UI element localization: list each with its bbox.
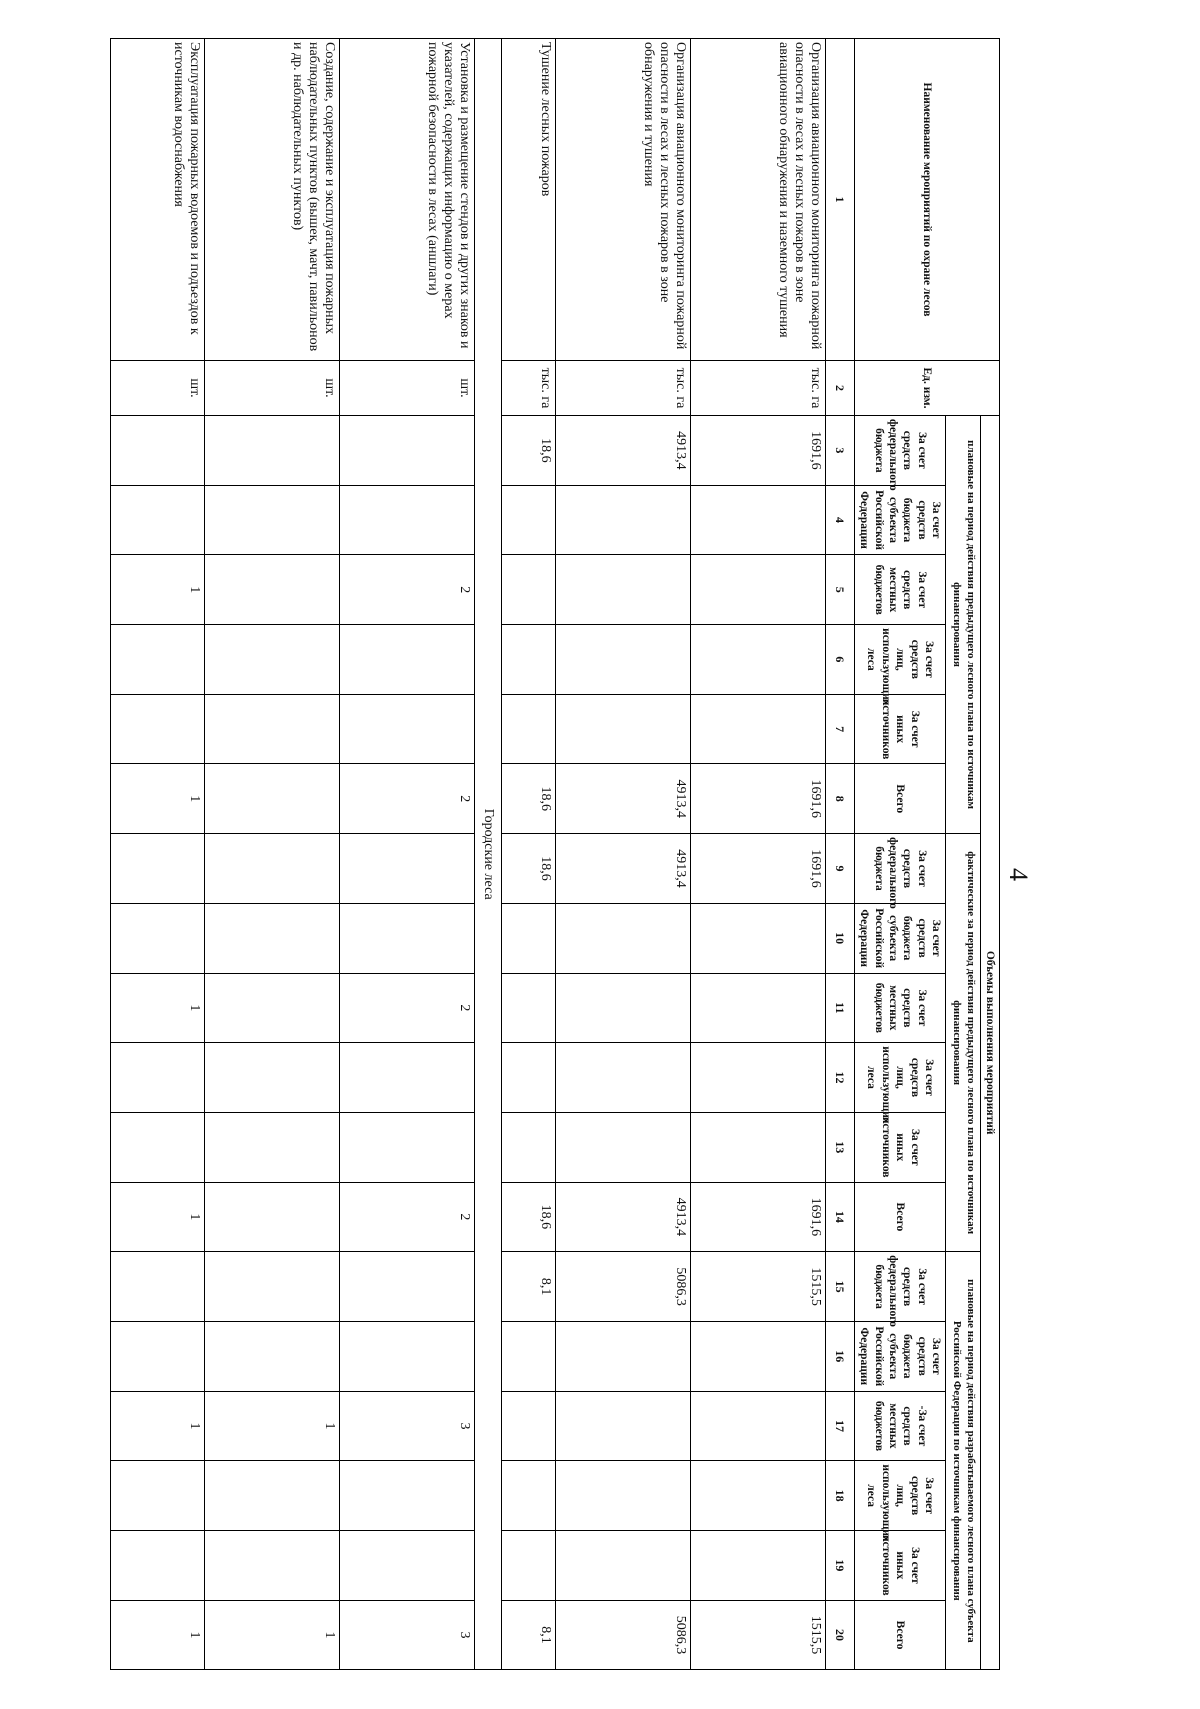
header-source-federal: За счет средств федерального бюджета xyxy=(854,834,945,904)
value-cell: 2 xyxy=(340,1182,475,1252)
unit-cell: шт. xyxy=(205,361,340,416)
value-cell: 4913,4 xyxy=(555,416,690,486)
value-cell xyxy=(340,1112,475,1182)
value-cell xyxy=(690,1112,825,1182)
value-cell xyxy=(690,1321,825,1391)
page-number: 4 xyxy=(1004,868,1033,881)
value-cell: 1 xyxy=(111,1182,205,1252)
unit-cell: тыс. га xyxy=(502,361,555,416)
value-cell xyxy=(205,973,340,1043)
column-number: 14 xyxy=(825,1182,854,1252)
value-cell xyxy=(205,485,340,555)
unit-cell: шт. xyxy=(111,361,205,416)
header-name: Наименование мероприятий по охране лесов xyxy=(854,39,999,361)
value-cell: 18,6 xyxy=(502,764,555,834)
section-title-city-forests: Городские леса xyxy=(475,39,502,1670)
column-number: 16 xyxy=(825,1321,854,1391)
value-cell xyxy=(111,1043,205,1113)
value-cell xyxy=(340,694,475,764)
value-cell xyxy=(502,1531,555,1601)
column-number: 10 xyxy=(825,903,854,973)
value-cell: 1691,6 xyxy=(690,1182,825,1252)
activity-name: Установка и размещение стендов и других знаков и указателей, содержащих информацию о мерах пожарной безопасности в лесах (аншлаги) xyxy=(340,39,475,361)
value-cell xyxy=(205,1321,340,1391)
value-cell xyxy=(502,1391,555,1461)
value-cell xyxy=(205,1112,340,1182)
value-cell xyxy=(555,694,690,764)
value-cell xyxy=(502,1461,555,1531)
value-cell xyxy=(690,485,825,555)
header-source-local: -За счет средств местных бюджетов xyxy=(854,1391,945,1461)
column-number: 3 xyxy=(825,416,854,486)
value-cell xyxy=(205,1182,340,1252)
value-cell xyxy=(111,625,205,695)
unit-cell: тыс. га xyxy=(555,361,690,416)
header-source-local: За счет средств местных бюджетов xyxy=(854,555,945,625)
column-number: 19 xyxy=(825,1531,854,1601)
value-cell xyxy=(555,1391,690,1461)
header-source-subject: За счет средств бюджета субъекта Российской Федерации xyxy=(854,485,945,555)
value-cell xyxy=(690,973,825,1043)
value-cell: 1515,5 xyxy=(690,1252,825,1322)
column-number: 12 xyxy=(825,1043,854,1113)
column-number: 8 xyxy=(825,764,854,834)
value-cell xyxy=(205,625,340,695)
column-number: 7 xyxy=(825,694,854,764)
value-cell xyxy=(340,416,475,486)
header-group-planned-new: плановые на период действия разрабатываемого лесного плана субъекта Российской Федерации по источникам финансирования xyxy=(946,1252,981,1670)
column-number: 11 xyxy=(825,973,854,1043)
header-source-other: За счет иных источников xyxy=(854,1531,945,1601)
value-cell: 1 xyxy=(205,1600,340,1670)
value-cell: 1 xyxy=(111,555,205,625)
value-cell xyxy=(502,485,555,555)
value-cell xyxy=(555,903,690,973)
value-cell xyxy=(205,764,340,834)
value-cell xyxy=(502,1043,555,1113)
value-cell xyxy=(555,625,690,695)
column-number: 5 xyxy=(825,555,854,625)
header-group-planned-previous: плановые на период действия предыдущего лесного плана по источникам финансирования xyxy=(946,416,981,834)
value-cell: 1691,6 xyxy=(690,764,825,834)
value-cell xyxy=(690,1461,825,1531)
value-cell: 1691,6 xyxy=(690,416,825,486)
value-cell: 1 xyxy=(205,1391,340,1461)
value-cell xyxy=(555,485,690,555)
value-cell: 1 xyxy=(111,973,205,1043)
table-row xyxy=(111,39,205,1670)
table-row xyxy=(502,39,555,1670)
activity-name: Создание, содержание и эксплуатация пожарных наблюдательных пунктов (вышек, мачт, павильонов и др. наблюдательных пунктов) xyxy=(205,39,340,361)
unit-cell: шт. xyxy=(340,361,475,416)
value-cell: 18,6 xyxy=(502,1182,555,1252)
value-cell xyxy=(690,555,825,625)
value-cell xyxy=(690,1043,825,1113)
value-cell xyxy=(111,1531,205,1601)
value-cell xyxy=(340,485,475,555)
header-source-total: Всего xyxy=(854,1600,945,1670)
value-cell xyxy=(502,694,555,764)
value-cell xyxy=(205,903,340,973)
value-cell xyxy=(555,1461,690,1531)
value-cell xyxy=(111,1321,205,1391)
value-cell: 5086,3 xyxy=(555,1252,690,1322)
column-number: 20 xyxy=(825,1600,854,1670)
table-row xyxy=(340,39,475,1670)
value-cell xyxy=(340,1321,475,1391)
value-cell xyxy=(690,1391,825,1461)
header-main: Объемы выполнения мероприятий xyxy=(980,416,999,1670)
header-source-users: За счет средств лиц, использующих леса xyxy=(854,1461,945,1531)
value-cell xyxy=(340,834,475,904)
rotated-table-container xyxy=(110,38,1000,1670)
value-cell: 1691,6 xyxy=(690,834,825,904)
activity-name: Эксплуатация пожарных водоемов и подъездов к источникам водоснабжения xyxy=(111,39,205,361)
header-source-users: За счет средств лиц, использующих леса xyxy=(854,625,945,695)
value-cell xyxy=(340,1043,475,1113)
header-source-users: За счет средств лиц, использующих леса xyxy=(854,1043,945,1113)
column-number: 2 xyxy=(825,361,854,416)
value-cell xyxy=(340,625,475,695)
column-number: 9 xyxy=(825,834,854,904)
header-group-actual-previous: фактические за период действия предыдущего лесного плана по источникам финансирования xyxy=(946,834,981,1252)
value-cell: 4913,4 xyxy=(555,764,690,834)
value-cell xyxy=(555,1112,690,1182)
header-source-total: Всего xyxy=(854,764,945,834)
column-number: 15 xyxy=(825,1252,854,1322)
value-cell xyxy=(340,1252,475,1322)
value-cell: 2 xyxy=(340,973,475,1043)
value-cell xyxy=(111,903,205,973)
value-cell xyxy=(690,694,825,764)
value-cell xyxy=(340,903,475,973)
column-number: 4 xyxy=(825,485,854,555)
value-cell xyxy=(205,1043,340,1113)
activity-name: Организация авиационного мониторинга пожарной опасности в лесах и лесных пожаров в зоне обнаружения и тушения xyxy=(555,39,690,361)
value-cell: 8,1 xyxy=(502,1252,555,1322)
value-cell xyxy=(690,1531,825,1601)
value-cell xyxy=(205,694,340,764)
value-cell: 18,6 xyxy=(502,834,555,904)
header-source-other: За счет иных источников xyxy=(854,1112,945,1182)
column-number: 13 xyxy=(825,1112,854,1182)
value-cell xyxy=(340,1461,475,1531)
header-source-subject: За счет средств бюджета субъекта Российской Федерации xyxy=(854,1321,945,1391)
value-cell: 4913,4 xyxy=(555,1182,690,1252)
header-unit: Ед. изм. xyxy=(854,361,999,416)
value-cell xyxy=(502,903,555,973)
header-source-federal: За счет средств федерального бюджета xyxy=(854,1252,945,1322)
table-row xyxy=(555,39,690,1670)
value-cell xyxy=(111,1112,205,1182)
value-cell: 2 xyxy=(340,764,475,834)
column-number: 1 xyxy=(825,39,854,361)
value-cell xyxy=(555,1531,690,1601)
value-cell: 3 xyxy=(340,1600,475,1670)
section-row xyxy=(475,39,502,1670)
value-cell xyxy=(111,1252,205,1322)
value-cell xyxy=(690,625,825,695)
table-row xyxy=(690,39,825,1670)
value-cell xyxy=(340,1531,475,1601)
table-row xyxy=(205,39,340,1670)
column-number: 17 xyxy=(825,1391,854,1461)
value-cell xyxy=(502,973,555,1043)
value-cell: 8,1 xyxy=(502,1600,555,1670)
value-cell xyxy=(502,555,555,625)
header-source-local: За счет средств местных бюджетов xyxy=(854,973,945,1043)
value-cell: 2 xyxy=(340,555,475,625)
value-cell xyxy=(690,903,825,973)
value-cell xyxy=(111,834,205,904)
activity-name: Тушение лесных пожаров xyxy=(502,39,555,361)
value-cell xyxy=(205,834,340,904)
header-source-total: Всего xyxy=(854,1182,945,1252)
value-cell: 1 xyxy=(111,1600,205,1670)
value-cell xyxy=(555,973,690,1043)
unit-cell: тыс. га xyxy=(690,361,825,416)
value-cell xyxy=(111,416,205,486)
value-cell xyxy=(555,555,690,625)
value-cell xyxy=(111,485,205,555)
value-cell xyxy=(111,694,205,764)
column-number: 6 xyxy=(825,625,854,695)
value-cell xyxy=(205,1531,340,1601)
column-number: 18 xyxy=(825,1461,854,1531)
value-cell xyxy=(205,1461,340,1531)
value-cell xyxy=(502,1112,555,1182)
value-cell: 5086,3 xyxy=(555,1600,690,1670)
value-cell: 4913,4 xyxy=(555,834,690,904)
value-cell xyxy=(502,1321,555,1391)
value-cell xyxy=(502,625,555,695)
value-cell xyxy=(111,1461,205,1531)
header-source-federal: За счет средств федерального бюджета xyxy=(854,416,945,486)
value-cell: 18,6 xyxy=(502,416,555,486)
value-cell: 1 xyxy=(111,764,205,834)
value-cell: 1515,5 xyxy=(690,1600,825,1670)
value-cell: 1 xyxy=(111,1391,205,1461)
forest-protection-table xyxy=(110,38,1000,1670)
header-source-other: За счет иных источников xyxy=(854,694,945,764)
value-cell xyxy=(205,555,340,625)
value-cell xyxy=(555,1043,690,1113)
value-cell: 3 xyxy=(340,1391,475,1461)
value-cell xyxy=(205,416,340,486)
value-cell xyxy=(555,1321,690,1391)
value-cell xyxy=(205,1252,340,1322)
header-source-subject: За счет средств бюджета субъекта Российской Федерации xyxy=(854,903,945,973)
activity-name: Организация авиационного мониторинга пожарной опасности в лесах и лесных пожаров в зоне авиационного обнаружения и наземного тушения xyxy=(690,39,825,361)
